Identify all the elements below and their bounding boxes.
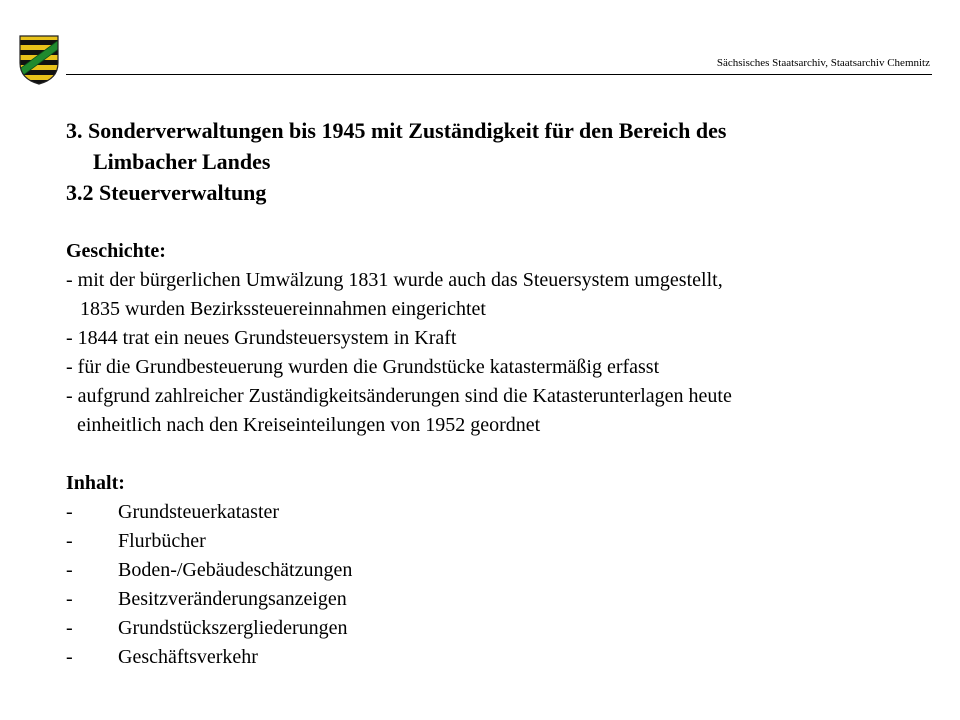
history-line: - aufgrund zahlreicher Zuständigkeitsänderungen sind die Katasterunterlagen heute [66, 385, 732, 407]
list-item-label: Flurbücher [118, 530, 206, 552]
list-item-label: Geschäftsverkehr [118, 646, 258, 668]
list-bullet: - [66, 501, 73, 523]
section-subtitle: 3.2 Steuerverwaltung [66, 180, 267, 205]
archive-name: Sächsisches Staatsarchiv, Staatsarchiv Chemnitz [716, 57, 930, 69]
list-bullet: - [66, 530, 73, 552]
header-rule [66, 74, 932, 75]
history-line: - für die Grundbesteuerung wurden die Grundstücke katastermäßig erfasst [66, 356, 660, 378]
title-line-1: 3. Sonderverwaltungen bis 1945 mit Zuständigkeit für den Bereich des [66, 118, 727, 143]
list-item [66, 498, 926, 527]
list-item-label: Besitzveränderungsanzeigen [118, 588, 347, 610]
list-item [66, 556, 926, 585]
document-body [66, 115, 926, 672]
list-item-label: Grundstückszergliederungen [118, 617, 348, 639]
list-item [66, 614, 926, 643]
list-item [66, 643, 926, 672]
title-line-2: Limbacher Landes [93, 149, 271, 174]
spacer [66, 440, 926, 469]
list-bullet: - [66, 588, 73, 610]
contents-heading: Inhalt: [66, 472, 125, 494]
list-bullet: - [66, 646, 73, 668]
list-item-label: Grundsteuerkataster [118, 501, 280, 523]
list-item [66, 527, 926, 556]
saxony-coat-of-arms-icon [18, 33, 60, 85]
history-line: 1835 wurden Bezirkssteuereinnahmen eingerichtet [80, 298, 486, 320]
list-item [66, 585, 926, 614]
history-line: - 1844 trat ein neues Grundsteuersystem in Kraft [66, 327, 457, 349]
history-line: einheitlich nach den Kreiseinteilungen von 1952 geordnet [77, 414, 541, 436]
spacer [66, 208, 926, 237]
history-heading: Geschichte: [66, 240, 166, 262]
list-bullet: - [66, 617, 73, 639]
history-line: - mit der bürgerlichen Umwälzung 1831 wurde auch das Steuersystem umgestellt, [66, 269, 723, 291]
list-bullet: - [66, 559, 73, 581]
list-item-label: Boden-/Gebäudeschätzungen [118, 559, 353, 581]
